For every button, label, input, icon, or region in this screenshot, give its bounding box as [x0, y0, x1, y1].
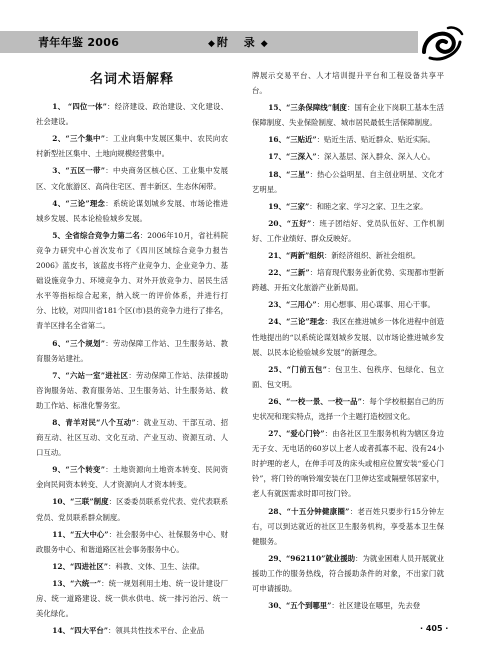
- entry-term: 12、“四进社区”: [52, 561, 109, 571]
- entry-term: 2、“三个集中”: [52, 134, 105, 144]
- entry-definition: ：统一规划利用土地、统一设计建设厂房、统一道路建设、统一供水供电、统一排污治污、统一美化绿化。: [36, 578, 228, 619]
- entry-definition: ：劳动保障工作站、法律援助咨询服务站、教育服务站、卫生服务站、计生服务站、救助工作站、标准化警务室。: [36, 370, 228, 410]
- entry-definition: ：2006年10月，省社科院竞争力研究中心首次发布了《四川区域综合竞争力报告2006》蓝皮书，该蓝皮书将产业竞争力、企业竞争力、基础设施竞争力、环境竞争力、对外开放竞争力、居民生活水平等指标综合起来，纳入统一的评价体系，并进行打分、比较，对四川省181个区(市)县的竞争力进行了排名，青羊区排名全省第二。: [36, 230, 228, 331]
- entry-term: 5、全省综合竞争力第二名: [52, 230, 140, 240]
- glossary-entry: [36, 336, 228, 366]
- glossary-entry: [252, 297, 444, 312]
- entry-term: 25、“门前五包”: [268, 364, 327, 374]
- glossary-entry: [36, 527, 228, 557]
- glossary-entry: [36, 368, 228, 413]
- right-column: [252, 68, 444, 615]
- glossary-entry: [36, 415, 228, 460]
- entry-term: 15、“三条保障线”制度: [268, 103, 348, 113]
- swirl-logo-icon: [418, 22, 464, 62]
- glossary-entry: [36, 99, 228, 129]
- entry-definition: ：科教、文体、卫生、法律。: [108, 561, 205, 571]
- entry-term: 10、“三联”制度: [52, 497, 109, 507]
- entry-term: 23、“三用心”: [268, 300, 317, 310]
- entry-term: 20、“五好”: [268, 218, 312, 228]
- entry-definition: ：包卫生、包秩序、包绿化、包立面、包文明。: [252, 364, 444, 389]
- glossary-entry: [36, 494, 228, 524]
- entry-term: 3、“五区一带”: [52, 166, 105, 176]
- glossary-entry: [252, 265, 444, 295]
- entry-term: 21、“两新”组织: [268, 251, 325, 261]
- diamond-right-icon: ◆: [260, 39, 268, 49]
- entry-definition: ：区委委员联系党代表、党代表联系党员、党员联系群众制度。: [36, 497, 228, 522]
- entry-term: 24、“三论”理念: [268, 317, 325, 327]
- diamond-left-icon: ◆: [208, 39, 215, 49]
- glossary-entry: [252, 132, 444, 147]
- right-entry-list: [252, 100, 444, 613]
- glossary-entry: [36, 559, 228, 574]
- glossary-entry: [252, 426, 444, 501]
- entry-definition: ：社区建设在哪里，先去登: [331, 601, 421, 611]
- glossary-entry: [252, 394, 444, 424]
- entry-definition: ：老百姓只要步行15分钟左右，可以到达就近的社区卫生服务机构，享受基本卫生保健服务。: [252, 506, 445, 546]
- entry-definition: ：和睦之家、学习之家、卫生之家。: [309, 201, 428, 211]
- page-number: · 405 ·: [420, 624, 449, 633]
- yearbook-title: 青年年鉴 2006: [38, 36, 120, 49]
- glossary-entry: [36, 131, 228, 161]
- entry-definition: ：由各社区卫生服务机构为辖区身边无子女、无电话的60岁以上老人或者孤寡不起、没有24小时护理的老人，在伸手可及的床头或相应位置安装“爱心门铃”，将门铃的响铃端安装在门卫伸达室或隔壁邻居家中，老人有就医需求时即可按门铃。: [252, 429, 444, 499]
- entry-term: 17、“三深入”: [268, 152, 317, 162]
- glossary-entry: [36, 196, 228, 226]
- glossary-entry: [36, 228, 228, 334]
- entry-term: 29、“962110”就业援助: [268, 553, 356, 563]
- entry-term: 18、“三星”: [268, 169, 310, 179]
- entry-definition: ：我区在推进城乡一体化进程中创造性地提出的“以系统论谋划城乡发展、以市场论推进城乡发展、以民本论检验城乡发展”的新理念。: [252, 317, 444, 357]
- entry-definition: ：热心公益明星、自主创业明星、文化才艺明星。: [252, 169, 444, 194]
- entry-term: 26、“一校一景、一校一品”: [268, 396, 362, 406]
- entry-definition: ：经济建设、政治建设、文化建设、社会建设。: [36, 102, 228, 127]
- glossary-entry: [36, 163, 228, 193]
- glossary-entry: [252, 314, 444, 359]
- entry-term: 1、 “四位一体”: [52, 102, 107, 112]
- glossary-entry: [252, 504, 444, 549]
- entry-term: 4、“三论”理念: [52, 198, 106, 208]
- glossary-entry: [252, 100, 444, 130]
- entry-definition: ：新经济组织、新社会组织。: [324, 251, 421, 261]
- page-title: 名词术语解释: [89, 72, 174, 87]
- continued-entry: 牌展示交易平台、人才培训提升平台和工程设备共享平台。: [252, 71, 444, 96]
- glossary-entry: [252, 216, 444, 246]
- entry-definition: ：中央商务区核心区、工业集中发展区、文化旅游区、高尚住宅区、晋丰新区、生态休闲带。: [36, 166, 228, 191]
- page-header: [0, 0, 480, 62]
- glossary-entry: [36, 623, 228, 638]
- left-entry-list: [36, 99, 228, 638]
- glossary-entry: [252, 362, 444, 392]
- entry-definition: ：培育现代服务业新优势、实现都市型新跨越、开拓文化旅游产业新局面。: [252, 268, 444, 293]
- glossary-entry: [252, 248, 444, 263]
- entry-definition: ：土地资源向土地资本转变、民间资金向民间资本转变、人才资源向人才资本转变。: [36, 465, 228, 490]
- entry-definition: ：每个学校根据自己的历史状况和现实特点，选择一个主题打造校园文化。: [252, 396, 444, 421]
- entry-definition: ：劳动保障工作站、卫生服务站、教育服务站建社。: [36, 338, 228, 363]
- entry-definition: ：就业互动、干部互动、招商互动、社区互动、文化互动、产业互动、资源互动、人口互动。: [36, 417, 228, 458]
- entry-term: 28、“十五分钟健康圈”: [268, 506, 350, 516]
- entry-definition: ：深入基层、深入群众、深入人心。: [316, 152, 435, 162]
- glossary-entry: [36, 576, 228, 621]
- glossary-entry: [252, 167, 444, 197]
- glossary-entry: [36, 462, 228, 492]
- entry-definition: ：系统论谋划城乡发展、市场论推进城乡发展、民本论检验城乡发展。: [36, 198, 228, 223]
- entry-term: 9、“三个转变”: [52, 465, 105, 475]
- entry-term: 16、“三贴近”: [268, 135, 317, 145]
- entry-definition: ：工业向集中发展区集中、农民向农村新型社区集中、土地向规模经营集中。: [36, 134, 228, 159]
- glossary-entry: [252, 551, 444, 596]
- entry-term: 22、“三新”: [268, 268, 310, 278]
- entry-term: 27、“爱心门铃”: [268, 429, 325, 439]
- glossary-entry: [252, 149, 444, 164]
- section-title: 附 录: [216, 36, 261, 49]
- entry-term: 19、“三家”: [268, 201, 310, 211]
- glossary-entry: [252, 598, 444, 613]
- entry-term: 8、青羊对民“八个互动”: [52, 417, 136, 427]
- entry-term: 30、“五个到哪里”: [268, 601, 332, 611]
- entry-definition: ：贴近生活、贴近群众、贴近实际。: [316, 135, 435, 145]
- left-column: [36, 68, 228, 640]
- entry-definition: ：领具共性技术平台、企业品: [108, 626, 205, 636]
- glossary-entry: [252, 199, 444, 214]
- entry-term: 13、“六统一”: [52, 578, 102, 588]
- entry-definition: ：用心想事、用心谋事、用心干事。: [316, 300, 435, 310]
- entry-term: 6、“三个规划”: [52, 338, 105, 348]
- entry-term: 14、“四大平台”: [52, 626, 109, 636]
- entry-term: 7、“六站一室”进社区: [52, 370, 129, 380]
- entry-definition: ：为就业困难人员开展就业援助工作的服务热线，符合援助条件的对象，不出家门就可申请援助。: [252, 553, 444, 593]
- section-label: [208, 34, 270, 50]
- entry-definition: ：国有企业下岗职工基本生活保障制度、失业保险制度、城市居民最低生活保障制度。: [252, 103, 444, 128]
- entry-term: 11、“五大中心”: [52, 529, 109, 539]
- entry-definition: ：社会服务中心、社保服务中心、财政服务中心、和谐道路区社会事务服务中心。: [36, 529, 228, 554]
- entry-definition: ：班子团结好、党员队伍好、工作机制好、工作业绩好、群众反映好。: [252, 218, 444, 243]
